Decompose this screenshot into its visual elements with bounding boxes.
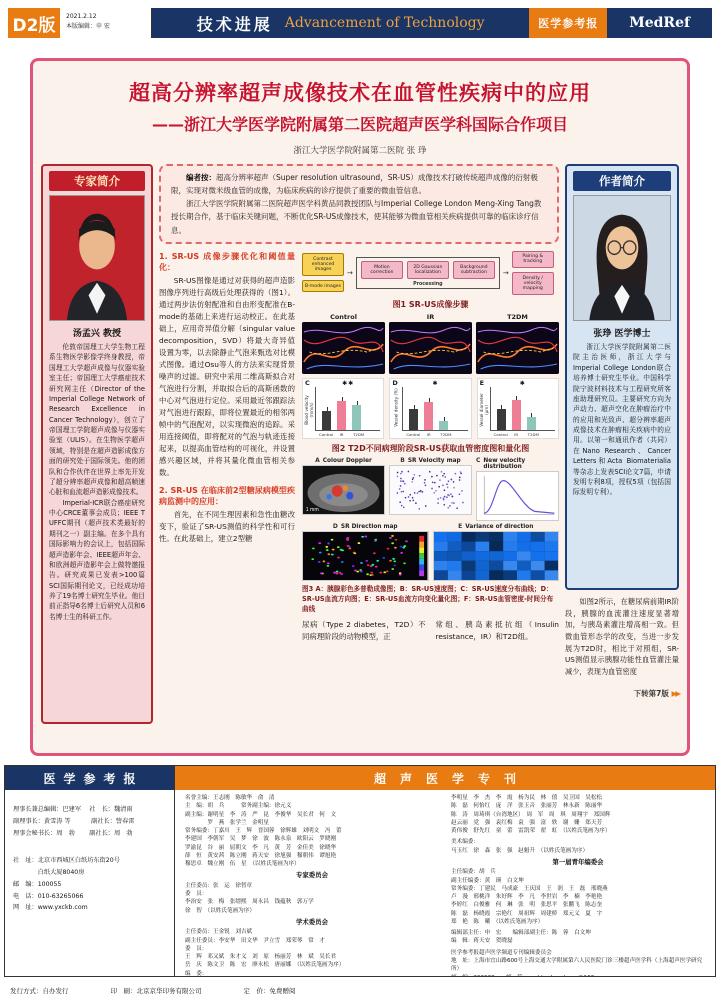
text-column-1 <box>159 251 295 643</box>
byline: 浙江大学医学院附属第二医院 张 琤 <box>293 146 427 156</box>
panel-title: New velocity distribution <box>483 458 526 471</box>
panel-letter: A <box>315 457 320 465</box>
masthead-name-row: 名誉主编：王志刚 陈敏华 俞 清 <box>185 795 275 801</box>
article-subtitle: ——浙江大学医学院附属第二医院超声医学科国际合作项目 <box>151 115 568 134</box>
section2-heading: 2. SR-US 在临床前2型糖尿病模型疾病监测中的应用： <box>159 485 295 506</box>
flow-arrow-icon: → <box>502 268 509 277</box>
x-tick-label: T2DM <box>353 432 365 438</box>
figure3-caption: 图3 A：胰腺彩色多普勒成像图；B：SR-US速度图；C：SR-US速度分布曲线；D：SR-US血流方向图；E：SR-US血流方向变化量化图；F：SR-US血管密度-时间分布曲线 <box>302 585 554 613</box>
figure1-inputs <box>302 253 344 292</box>
masthead-block <box>451 949 705 976</box>
masthead-block <box>185 871 439 915</box>
fig3-panel-image <box>476 471 559 521</box>
x-tick-label: IR <box>426 432 431 438</box>
masthead-contact-row: 白纸大厦8040房 <box>13 869 85 877</box>
figure1-caption: 图1 SR-US成像步骤 <box>392 300 469 310</box>
masthead-contact-row: 社 址：北京市西城区白纸坊东街20号 <box>13 857 120 865</box>
masthead-block <box>185 794 439 868</box>
masthead-name-row: 编 辑：蒋天安 贺晓磊 <box>451 938 513 945</box>
center-column <box>159 164 559 642</box>
masthead-gap <box>13 839 166 855</box>
masthead-name-row: 赵云丽 党 强 袁红梅 袁 强 富 轶 谢 姗 郑天芳 <box>451 819 603 826</box>
masthead-name-row: 编 委： <box>185 970 208 976</box>
chart-letter: C <box>305 379 310 388</box>
chart-bar <box>512 400 521 430</box>
masthead-name-row <box>451 974 705 976</box>
processing-group-label: Processing <box>413 281 443 287</box>
masthead-name-row: 马玉红 徐 森 张 强 赵魁升 （以姓氏笔画为序） <box>451 847 589 854</box>
masthead <box>4 765 716 977</box>
section1-heading: 1. SR-US 成像步骤优化和阈值量化： <box>159 251 295 272</box>
masthead-name-row: 主任委员：张 运 徐智章 <box>185 882 253 889</box>
flowchart-output-box: Density / velocity mapping <box>512 272 554 295</box>
chart-letter: E <box>479 379 485 388</box>
figure3-row-1 <box>302 457 559 521</box>
masthead-name-row: 常务编委：丁建民 马成豪 王庆国 王 润 王 磊 邢晓燕 <box>451 885 608 892</box>
flowchart-step-box: Motion correction <box>361 261 403 279</box>
edition-meta <box>60 8 152 38</box>
masthead-name-row: 陈 涛 周琦琪（台湾地区） 周 军 周 琪 周翔宇 郑国辉 <box>451 811 611 818</box>
footer-printer: 印 刷：北京京华印务有限公司 <box>110 987 202 995</box>
masthead-name-row: 编辑部主任：申 宏 编辑部副主任：陈 蓉 白文坤 <box>451 930 591 937</box>
chart-x-labels <box>315 432 380 437</box>
panel-title: Control <box>330 313 357 322</box>
flow-arrow-icon: → <box>347 268 353 277</box>
masthead-name-row: 徐 智 （以姓氏笔画为序） <box>185 907 255 914</box>
masthead-name-row: 地 址：上海市宜山路600号上海交通大学附属第六人民医院门诊三楼超声医学科（上海超声医学研究所） <box>451 957 703 973</box>
chart-bars <box>316 387 380 430</box>
fig3-panel-image <box>302 465 385 515</box>
expert-portrait-illustration <box>50 196 144 320</box>
x-tick-label: Control <box>493 432 508 438</box>
editor-note-label: 编者按： <box>186 173 216 182</box>
panel-title: T2DM <box>507 313 528 322</box>
masthead-name-row: 罗 燕 张学兰 金明星 <box>185 819 269 826</box>
author-name: 张琤 医学博士 <box>593 329 651 339</box>
bar-chart-D <box>389 378 471 439</box>
masthead-name-row: 委 员： <box>185 891 208 898</box>
x-tick-label: IR <box>339 432 344 438</box>
text-column-3-continuation: 常组、胰岛素抵抗组（Insulin resistance，IR）和T2D组。 <box>435 619 559 641</box>
expert-profile-header: 专家简介 <box>49 171 145 191</box>
editor-note-box <box>159 164 559 244</box>
author-profile-box <box>565 164 679 590</box>
flowchart-step-box: Background subtraction <box>453 261 495 279</box>
chart-bars <box>403 387 467 430</box>
masthead-name-row: 李明星 李 杰 李 霞 杨为民 林 僖 吴卫国 吴松松 <box>451 795 603 801</box>
error-whisker <box>357 401 358 405</box>
chart-y-label: Vessel density (%) <box>393 388 399 427</box>
chart-x-labels <box>402 432 467 437</box>
expert-name: 汤孟兴 教授 <box>72 329 122 339</box>
masthead-name-row: 副主任委员：李安华 田文华 尹立雪 郑荣琴 常 才 <box>185 937 325 944</box>
masthead-name-row: 薛 恒 黄安茜 陈立刚 蒋天安 徐旭强 穆朝伟 谭旭艳 <box>185 852 337 859</box>
expert-profile-box <box>41 164 153 724</box>
fig3-panel-c <box>476 457 559 521</box>
figure2-bar-charts <box>302 378 559 439</box>
text-column-2-continuation: 尿病（Type 2 diabetes，T2D）不同病理阶段的动物模型，正 <box>302 619 426 641</box>
chart-plot <box>402 380 467 431</box>
panel-letter: E <box>458 523 463 531</box>
page-header <box>8 8 712 38</box>
chart-bar <box>352 405 361 430</box>
article-frame <box>30 58 690 756</box>
ultrasound-image <box>389 322 472 374</box>
masthead-name-row: 黄伟俊 舒先红 童 蕾 雷凯荣 翟 虹 （以姓氏笔画为序） <box>451 828 611 835</box>
continued-marker <box>565 688 679 699</box>
significance-marker: ✱ <box>519 380 526 388</box>
figure1-processing-group <box>356 257 500 289</box>
masthead-name-row: 李婷红 白俊雅 何 琳 张 明 张思平 张鹏飞 陈志奎 <box>451 902 603 909</box>
edition-badge: D2版 <box>8 8 60 38</box>
issue-editor-text: 本版编辑：申 宏 <box>66 23 110 31</box>
masthead-name-row: 卢 漫 邢桃洋 朱好辉 李 凡 李世岩 李 楠 李艳艳 <box>451 894 603 901</box>
error-whisker <box>414 405 415 409</box>
masthead-block <box>451 838 705 855</box>
article-tail-text: 如图2所示，在糖尿病前期IR阶段，胰腺的血流灌注速度显著增加，与胰岛素灌注增高相一致。但微血管形态学的改变，当进一步发展为T2D时，相比于对照组，SR-US测值显示胰腺功能性血管灌注量减少，表现为血管密度 <box>565 597 679 676</box>
figure1-flowchart <box>302 251 559 295</box>
ultrasound-panel-t2dm <box>476 313 559 374</box>
x-tick-label: T2DM <box>527 432 539 438</box>
bar-chart-E <box>477 378 559 439</box>
masthead-name-row: 美术编委： <box>451 839 479 846</box>
masthead-block-title: 第一届青年编委会 <box>552 857 604 866</box>
masthead-name-row: 副主任编委：黄 瑛 白文坤 <box>451 877 524 884</box>
masthead-contact-row: 网 址：www.yxckb.com <box>13 904 88 912</box>
section-title-en: Advancement of Technology <box>284 15 485 31</box>
masthead-name-row: 岳 庆 陈文卫 陈 宏 廖永松 唐丽娜 （以姓氏笔画为序） <box>185 962 345 969</box>
error-whisker <box>342 397 343 401</box>
fig3-panel-image <box>302 531 429 581</box>
chart-y-label: Vessel diameter (μm) <box>478 393 489 427</box>
masthead-contact-row: 电 话：010-63265066 <box>13 892 84 900</box>
author-profile-header: 作者简介 <box>573 171 671 191</box>
flowchart-step-box: 2D Gaussian localization <box>407 261 449 279</box>
masthead-name-row: 李治安 张 梅 张缙熙 周永昌 钱蕴秋 郭万学 <box>185 899 314 906</box>
editor-note-paragraph-2: 浙江大学医学院附属第二医院超声医学科黄品同教授团队与Imperial College London Meng-Xing Tang教授长期合作，基于临床关键问题，不断优化SR-US成像技术，使其能够为微血管相关疾病提供可靠的临床诊疗信息。 <box>171 199 542 235</box>
author-bio-p1: 浙江大学医学院附属第二医院主治医师，浙江大学与Imperial College London联合培养博士研究生毕业。中国科学院宁波材料技术与工程研究所客座助理研究员。主要研究方向为声动力、超声空化在肿瘤治疗中的应用和光致声、超分辨率超声成像技术在肿瘤相关疾病中的应用。以第一和通讯作者（共同）在Nano Research、Cancer Letters和Acta Biomaterialia等杂志上发表SCI论文7篇，申请发明专利8项，授权5项（包括国际发明专利）。 <box>573 343 671 497</box>
chart-bar <box>322 411 331 430</box>
error-whisker <box>501 405 502 409</box>
panel-letter: D <box>332 523 338 531</box>
flowchart-output-box: Pairing & tracking <box>512 251 554 269</box>
section1-body: SR-US图像是通过对获得的超声造影图像序列进行高级后处理获得的（图1）。通过两步法仿射配准和自由形变配准在B-mode的基础上来进行运动校正。在此基础上，应用奇异值分解（singular value decomposition，SVD）将最大奇异值设置为零，以去除静止气泡来甄选对比模式图像。通过Osu等人的方法来实现背景噪声的过滤。研究中采用二维高斯拟合对气泡进行分割，并取拟合后的高斯函数的中心对气泡进行定位。采用最近邻跟踪法对气泡进行跟踪，即将位置最近的相邻两帧中的气泡配对，以实现微泡的追踪。采用连接阈值，即将配对的气泡与轨迹连接起来，以提高血管结构的可视化，并设置感兴趣区域，并将其量化微血管相关参数。 <box>159 276 295 477</box>
masthead-name-row: 主 编：胡 兵 常务副主编：徐元义 <box>185 803 292 810</box>
masthead-column-1 <box>185 794 439 976</box>
masthead-name-row: 主任编委：胡 兵 <box>451 869 496 876</box>
chart-bar <box>527 417 536 430</box>
error-whisker <box>531 413 532 417</box>
masthead-name-row: 李建国 李朝军 吴 梦 徐 波 陈永泉 欧阳云 罗晓刚 <box>185 836 337 843</box>
masthead-name-row: 常务编委：丁嘉川 王 辉 晋国蓉 徐辉雄 刘明文 冯 蕾 <box>185 828 342 835</box>
svg-text:1 mm: 1 mm <box>305 508 319 514</box>
section-title-cn: 技术进展 <box>196 14 273 34</box>
brand-medref: MedRef <box>607 8 712 38</box>
masthead-newspaper-box <box>5 766 175 976</box>
chart-x-labels <box>490 432 555 437</box>
masthead-contact-row: 邮 编：100055 <box>13 880 62 888</box>
fig3-panel-e <box>433 523 560 581</box>
fig3-panel-header <box>433 523 560 530</box>
error-whisker <box>516 396 517 400</box>
ultrasound-panel-ir <box>389 313 472 374</box>
fig3-panel-image <box>389 465 472 515</box>
fig3-panel-d <box>302 523 429 581</box>
fig3-panel-header <box>302 457 385 464</box>
masthead-journal-title: 超声医学专刊 <box>175 766 715 790</box>
fig3-panel-header <box>389 457 472 464</box>
article-body-row <box>41 164 679 724</box>
bar-chart-C <box>302 378 384 439</box>
section-banner <box>152 8 529 38</box>
masthead-name-row: 副主编：谢明星 李 涛 严 昆 李俊华 吴长君 何 文 <box>185 811 337 818</box>
flowchart-input-box: B-mode images <box>302 280 344 292</box>
chart-bar <box>497 409 506 430</box>
expert-bio <box>47 342 147 622</box>
chart-bar <box>424 402 433 430</box>
footer-line <box>10 986 710 995</box>
author-bio <box>571 342 673 498</box>
masthead-name-row: 主任委员：王金锐 刘吉斌 <box>185 929 253 936</box>
footer-price: 定 价：免费赠阅 <box>243 987 296 995</box>
figure2-ultrasound-panels <box>302 313 559 374</box>
x-tick-label: IR <box>514 432 519 438</box>
article-title: 超高分辨率超声成像技术在血管性疾病中的应用 <box>129 81 591 105</box>
editor-note-text-1: 超高分辨率超声（Super resolution ultrasound，SR-US）成像技术打破传统超声成像的衍射极限，实现对微米级血管的成像，为临床疾病的诊疗提供了重要的微血管信息。 <box>171 173 538 196</box>
chart-bar <box>439 421 448 430</box>
panel-title: SR Direction map <box>340 524 398 531</box>
fig3-panel-b <box>389 457 472 521</box>
author-photo <box>573 195 671 321</box>
significance-marker: ✱ <box>432 380 439 388</box>
masthead-block-title: 学术委员会 <box>296 917 328 926</box>
ultrasound-panel-control <box>302 313 385 374</box>
masthead-block <box>451 858 705 926</box>
expert-bio-p1: 伦敦帝国理工大学生物工程系生物医学影像学终身教授，帝国理工大学超声成像与仪器实验室主任；帝国理工大学癌症技术研究网主任（Director of the Imperial College Network of Research Excellence in Cancer Technology），创立了帝国理工学院超声成像与仪器实验室（ULIS）。在生物医学超声领域，特别是在超声造影成像方面的研究处于国际领先。他的团队和合作伙伴在世界上率先开发了超分辨率超声成像和超高帧速心脏和血流超声造影成像技术。 <box>49 343 145 497</box>
error-whisker <box>327 407 328 411</box>
panel-title: SR Velocity map <box>407 458 461 465</box>
panel-letter: B <box>400 457 405 465</box>
panel-title: Variance of direction <box>465 524 534 531</box>
footer-distribution: 发行方式：自办发行 <box>10 987 69 995</box>
ultrasound-image <box>476 322 559 374</box>
x-tick-label: T2DM <box>440 432 452 438</box>
masthead-block <box>451 794 705 835</box>
masthead-name-row: 王 辉 邓又斌 朱才义 刘 原 杨丽芳 林 斌 吴长君 <box>185 954 337 961</box>
masthead-name-row: 陈 磊 何怡红 庞 洋 张玉音 张丽芳 林永新 陈丽华 <box>451 803 603 810</box>
masthead-name-row: 陈 磊 杨晓霞 宗艳红 周祖辉 周建桥 郑元义 夏 宇 <box>451 910 603 917</box>
masthead-block <box>185 918 439 976</box>
figure3-row-2 <box>302 523 559 581</box>
masthead-journal-box <box>175 766 715 976</box>
ultrasound-image <box>302 322 385 374</box>
chart-letter: D <box>392 379 398 388</box>
columns-and-figures <box>159 251 559 643</box>
bottom-text-columns <box>302 619 559 643</box>
section2-body: 首先，在不同生理因素和急性血糖改变下，验证了SR-US测值的科学性和可行性。在此基础上，建立2型糖 <box>159 510 295 544</box>
editor-note-paragraph-1 <box>171 171 547 197</box>
fig3-panel-header <box>476 457 559 470</box>
expert-photo <box>49 195 145 321</box>
figure2-caption: 图2 T2D不同病理阶段SR-US获取血管密度图和量化图 <box>331 444 530 454</box>
chart-plot <box>315 380 380 431</box>
figure-area <box>302 251 559 643</box>
masthead-name-row: 罗渝昆 谷 丽 屈朝文 李 凡 黄 芳 金佳美 徐晓华 <box>185 844 337 851</box>
masthead-name-row: 穆思卓 魏立刚 伍 星 （以姓氏笔画为序） <box>185 861 300 868</box>
date-text: 2021.2.12 <box>66 13 97 20</box>
masthead-name-row: 委 员： <box>185 945 208 952</box>
panel-title: IR <box>426 313 435 322</box>
panel-title: Colour Doppler <box>322 458 372 465</box>
continued-text: 下转第7版 <box>633 688 669 698</box>
brand-badge: 医学参考报 <box>529 8 607 38</box>
masthead-newspaper-info <box>5 790 174 928</box>
expert-bio-p2: Imperial-ICR联合癌症研究中心CRCE董事会成员；IEEE T UFFC期刊（超声技术类最好的期刊之一）副主编。在多个具有国际影响力的会议上，包括国际超声造影年会、IEEE超声年会、和欧洲超声造影年会上做特邀报告。研究成果已发表>100篇SCI国际期刊论文，已经成功培养了19名博士研究生毕业。他目前正指导6名博士后研究人员和6名博士生的科研工作。 <box>49 498 145 621</box>
chart-plot <box>490 380 555 431</box>
error-whisker <box>444 417 445 421</box>
chart-bar <box>337 401 346 430</box>
continued-arrow-icon: ▶▶ <box>671 688 679 698</box>
masthead-block-title: 专家委员会 <box>296 871 328 880</box>
fig3-panel-a <box>302 457 385 521</box>
flowchart-input-box: Contrast enhanced images <box>302 253 344 276</box>
masthead-board-row: 副理事长：黄雪涛 等 副社长：訾春雷 <box>13 817 135 825</box>
fig3-panel-header <box>302 523 429 530</box>
error-whisker <box>429 398 430 402</box>
masthead-column-2 <box>451 794 705 972</box>
masthead-journal-body <box>175 790 715 976</box>
masthead-newspaper-title: 医学参考报 <box>5 766 174 790</box>
chart-bars <box>491 387 555 430</box>
masthead-name-row: 医学参考报超声医学频道专刊编辑委员会 <box>451 949 552 956</box>
masthead-name-row: 郑 艳 陈 曦 （以姓氏笔画为序） <box>451 918 544 925</box>
masthead-board-row: 理事会秘书长：周 勃 副社长：周 勃 <box>13 829 133 837</box>
figure1-outputs <box>512 251 554 295</box>
x-tick-label: Control <box>406 432 421 438</box>
x-tick-label: Control <box>319 432 334 438</box>
significance-marker: ✱✱ <box>342 380 355 388</box>
panel-letter: C <box>476 457 481 465</box>
right-column <box>565 164 679 699</box>
chart-bar <box>409 409 418 431</box>
chart-y-label: Blood velocity (mm/s) <box>304 395 314 425</box>
author-portrait-illustration <box>574 196 670 320</box>
masthead-board-row: 理事长兼总编辑：巴建军 社 长：魏清雨 <box>13 806 133 813</box>
masthead-block <box>451 929 705 946</box>
fig3-panel-image <box>433 531 560 581</box>
